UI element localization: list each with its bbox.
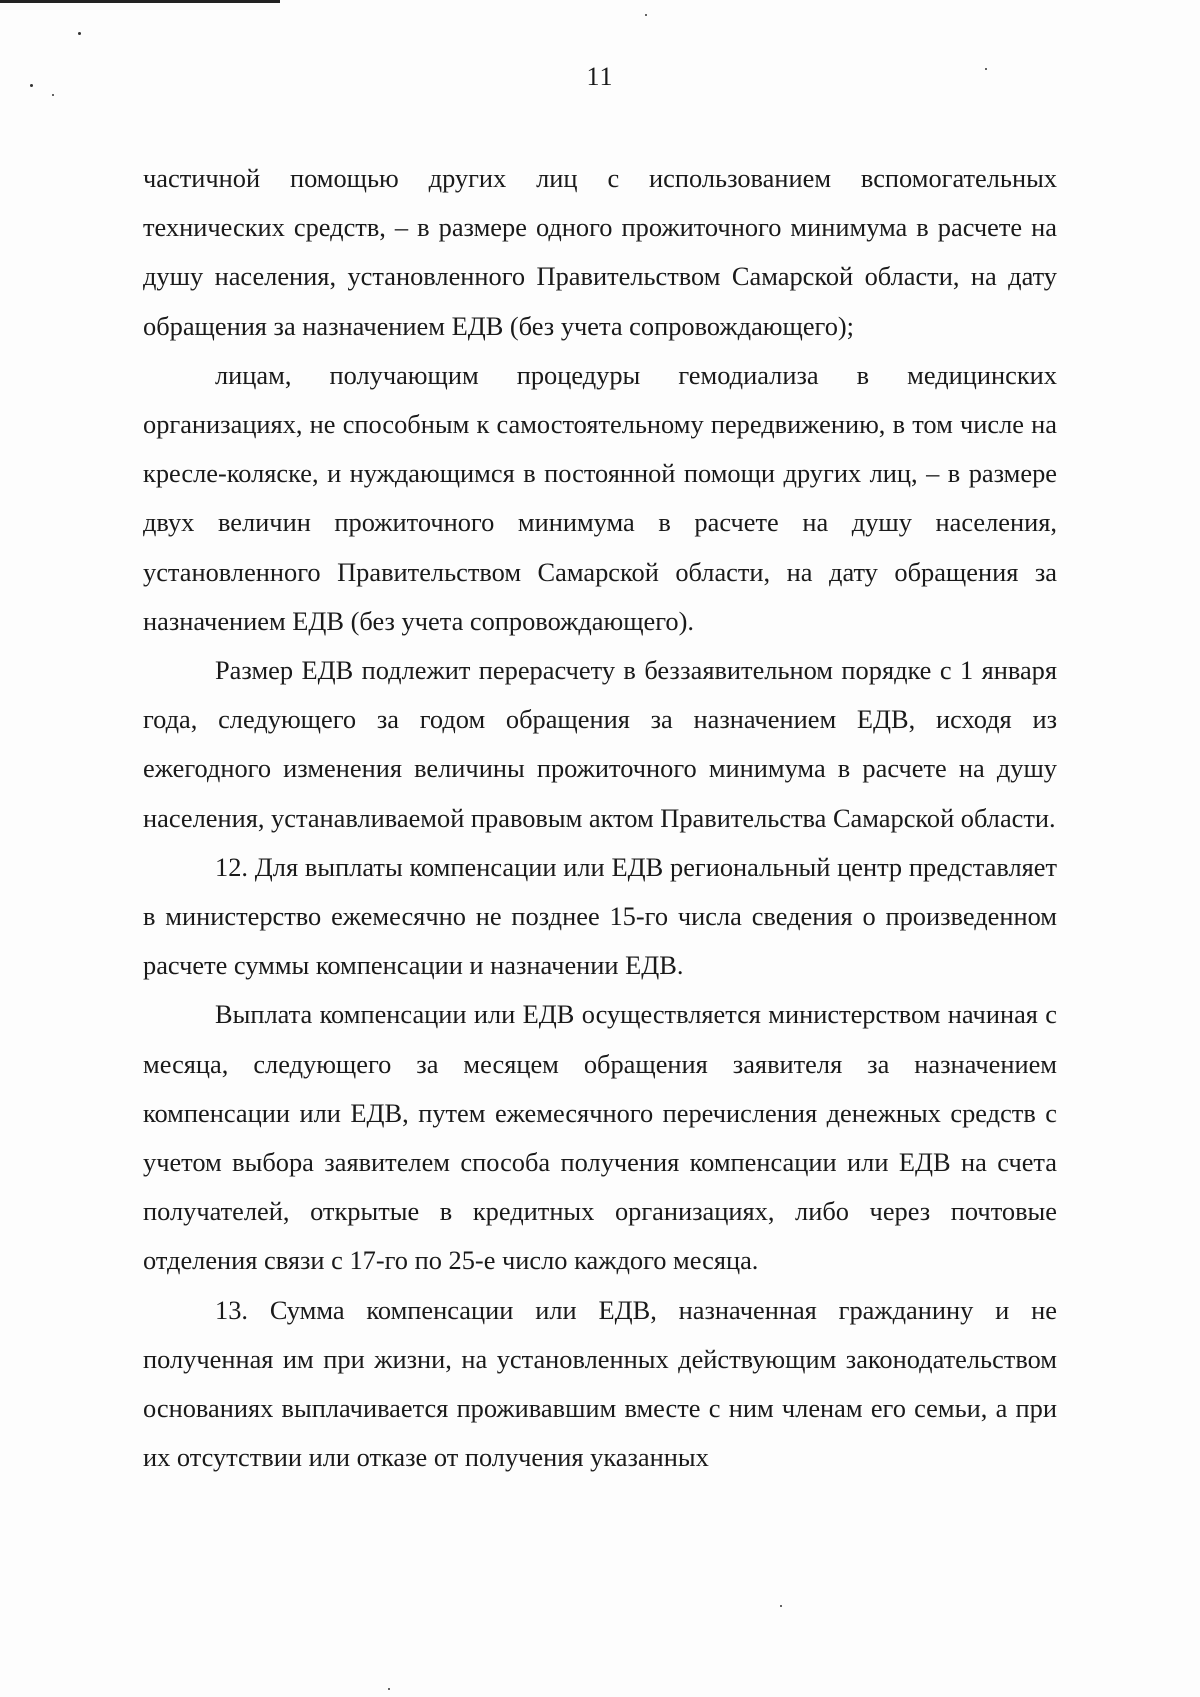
scan-speck [388, 1688, 390, 1690]
paragraph-hemodialysis: лицам, получающим процедуры гемодиализа в медицинских организациях, не способным к самостоятельному передвижению, в том числе на кресле-коляске, и нуждающимся в постоянной помощи других лиц, – в размере двух величин прожиточного минимума в расчете на душу населения, установленного Правительством Самарской области, на дату обращения за назначением ЕДВ (без учета сопровождающего). [143, 359, 1057, 636]
paragraph-item-13: 13. Сумма компенсации или ЕДВ, назначенная гражданину и не полученная им при жизни, на установленных действующим законодательством основаниях выплачивается проживавшим вместе с ним членам его семьи, а при их отсутствии или отказе от получения указанных [143, 1294, 1057, 1473]
scan-speck [52, 94, 54, 96]
page-number: 11 [586, 62, 614, 91]
scan-top-edge [0, 0, 280, 3]
paragraph-recalculation: Размер ЕДВ подлежит перерасчету в беззаявительном порядке с 1 января года, следующего за годом обращения за назначением ЕДВ, исходя из ежегодного изменения величины прожиточного минимума в расчете на душу населения, устанавливаемой правовым актом Правительства Самарской области. [143, 655, 1057, 833]
paragraph-item-12: 12. Для выплаты компенсации или ЕДВ региональный центр представляет в министерство ежемесячно не позднее 15-го числа сведения о произведенном расчете суммы компенсации и назначении ЕДВ. [143, 851, 1057, 981]
scan-speck [645, 14, 647, 16]
paragraph-continuation: частичной помощью других лиц с использованием вспомогательных технических средств, – в размере одного прожиточного минимума в расчете на душу населения, установленного Правительством Самарской области, на дату обращения за назначением ЕДВ (без учета сопровождающего); [143, 163, 1057, 341]
document-body [143, 154, 1057, 1482]
scan-speck [780, 1605, 782, 1607]
scan-speck [78, 32, 81, 35]
paragraph-payment: Выплата компенсации или ЕДВ осуществляется министерством начиная с месяца, следующего за месяцем обращения заявителя за назначением компенсации или ЕДВ, путем ежемесячного перечисления денежных средств с учетом выбора заявителем способа получения компенсации или ЕДВ на счета получателей, открытые в кредитных организациях, либо через почтовые отделения связи с 17-го по 25-е число каждого месяца. [143, 999, 1057, 1276]
